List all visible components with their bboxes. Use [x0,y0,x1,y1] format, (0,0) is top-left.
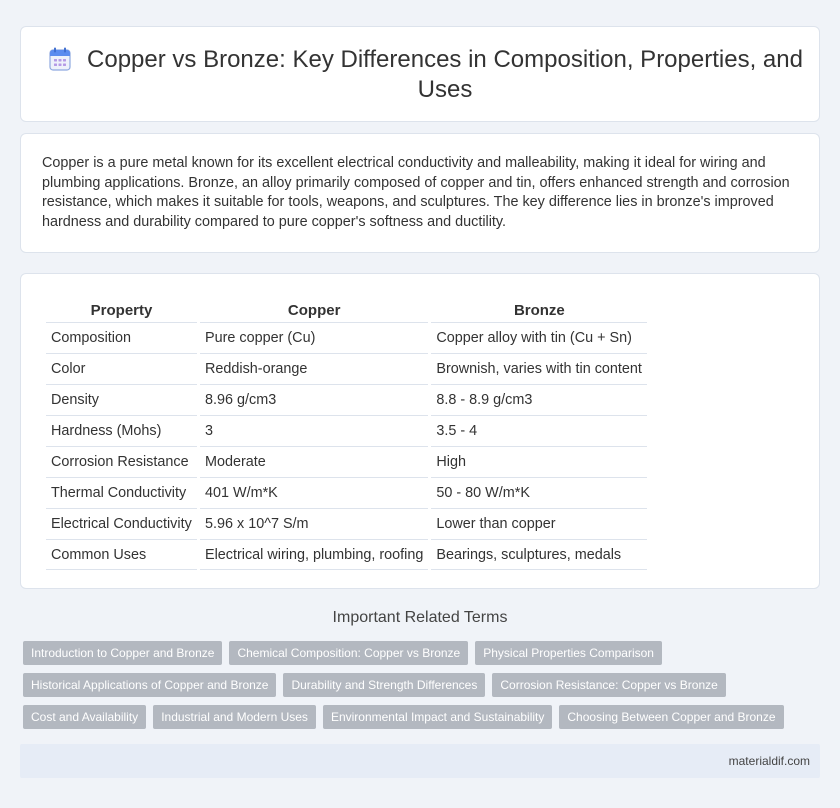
related-term-chip[interactable]: Durability and Strength Differences [283,673,485,697]
footer [20,744,820,778]
cell-copper: Electrical wiring, plumbing, roofing [200,539,428,570]
cell-bronze: Brownish, varies with tin content [431,353,647,384]
cell-bronze: High [431,446,647,477]
table-row [46,415,647,446]
header-property: Property [90,301,153,319]
header-card [20,26,820,122]
related-term-chip[interactable]: Physical Properties Comparison [475,641,662,665]
cell-property: Common Uses [46,539,197,570]
cell-bronze: 8.8 - 8.9 g/cm3 [431,384,647,415]
related-term-chip[interactable]: Environmental Impact and Sustainability [323,705,552,729]
comparison-card [20,273,820,589]
intro-card [20,133,820,253]
footer-site-link[interactable]: materialdif.com [728,754,810,768]
header-copper: Copper [287,301,341,319]
intro-paragraph: Copper is a pure metal known for its excellent electrical conductivity and malleability, making it ideal for wiring and plumbing applications. Bronze, an alloy primarily composed of copper and tin, offers enhanced strength and corrosion resistance, which makes it suitable for tools, weapons, and sculptures. The key difference lies in bronze's improved hardness and durability compared to pure copper's softness and ductility. [42,155,790,230]
table-row [46,508,647,539]
cell-copper: Pure copper (Cu) [200,322,428,353]
comparison-table [43,294,650,570]
cell-copper: Reddish-orange [200,353,428,384]
related-term-chip[interactable]: Corrosion Resistance: Copper vs Bronze [492,673,725,697]
cell-property: Density [46,384,197,415]
related-term-chip[interactable]: Choosing Between Copper and Bronze [559,705,783,729]
related-term-chip[interactable]: Chemical Composition: Copper vs Bronze [229,641,468,665]
cell-copper: 5.96 x 10^7 S/m [200,508,428,539]
related-term-chip[interactable]: Industrial and Modern Uses [153,705,316,729]
cell-copper: 8.96 g/cm3 [200,384,428,415]
cell-property: Corrosion Resistance [46,446,197,477]
table-header-row [46,294,647,322]
cell-bronze: Lower than copper [431,508,647,539]
cell-copper: Moderate [200,446,428,477]
table-row [46,446,647,477]
related-term-chip[interactable]: Historical Applications of Copper and Bronze [23,673,276,697]
related-terms-list [23,641,823,729]
cell-property: Thermal Conductivity [46,477,197,508]
cell-property: Hardness (Mohs) [46,415,197,446]
cell-bronze: Copper alloy with tin (Cu + Sn) [431,322,647,353]
related-term-chip[interactable]: Introduction to Copper and Bronze [23,641,222,665]
table-row [46,539,647,570]
table-row [46,477,647,508]
cell-bronze: 50 - 80 W/m*K [431,477,647,508]
cell-copper: 401 W/m*K [200,477,428,508]
header-bronze: Bronze [513,301,565,319]
table-row [46,322,647,353]
table-row [46,384,647,415]
cell-bronze: 3.5 - 4 [431,415,647,446]
cell-property: Composition [46,322,197,353]
cell-bronze: Bearings, sculptures, medals [431,539,647,570]
cell-copper: 3 [200,415,428,446]
page-title: Copper vs Bronze: Key Differences in Composition, Properties, and Uses [87,46,803,103]
related-terms-title: Important Related Terms [332,609,508,626]
related-term-chip[interactable]: Cost and Availability [23,705,146,729]
table-row [46,353,647,384]
calendar-icon [49,47,71,71]
cell-property: Color [46,353,197,384]
cell-property: Electrical Conductivity [46,508,197,539]
